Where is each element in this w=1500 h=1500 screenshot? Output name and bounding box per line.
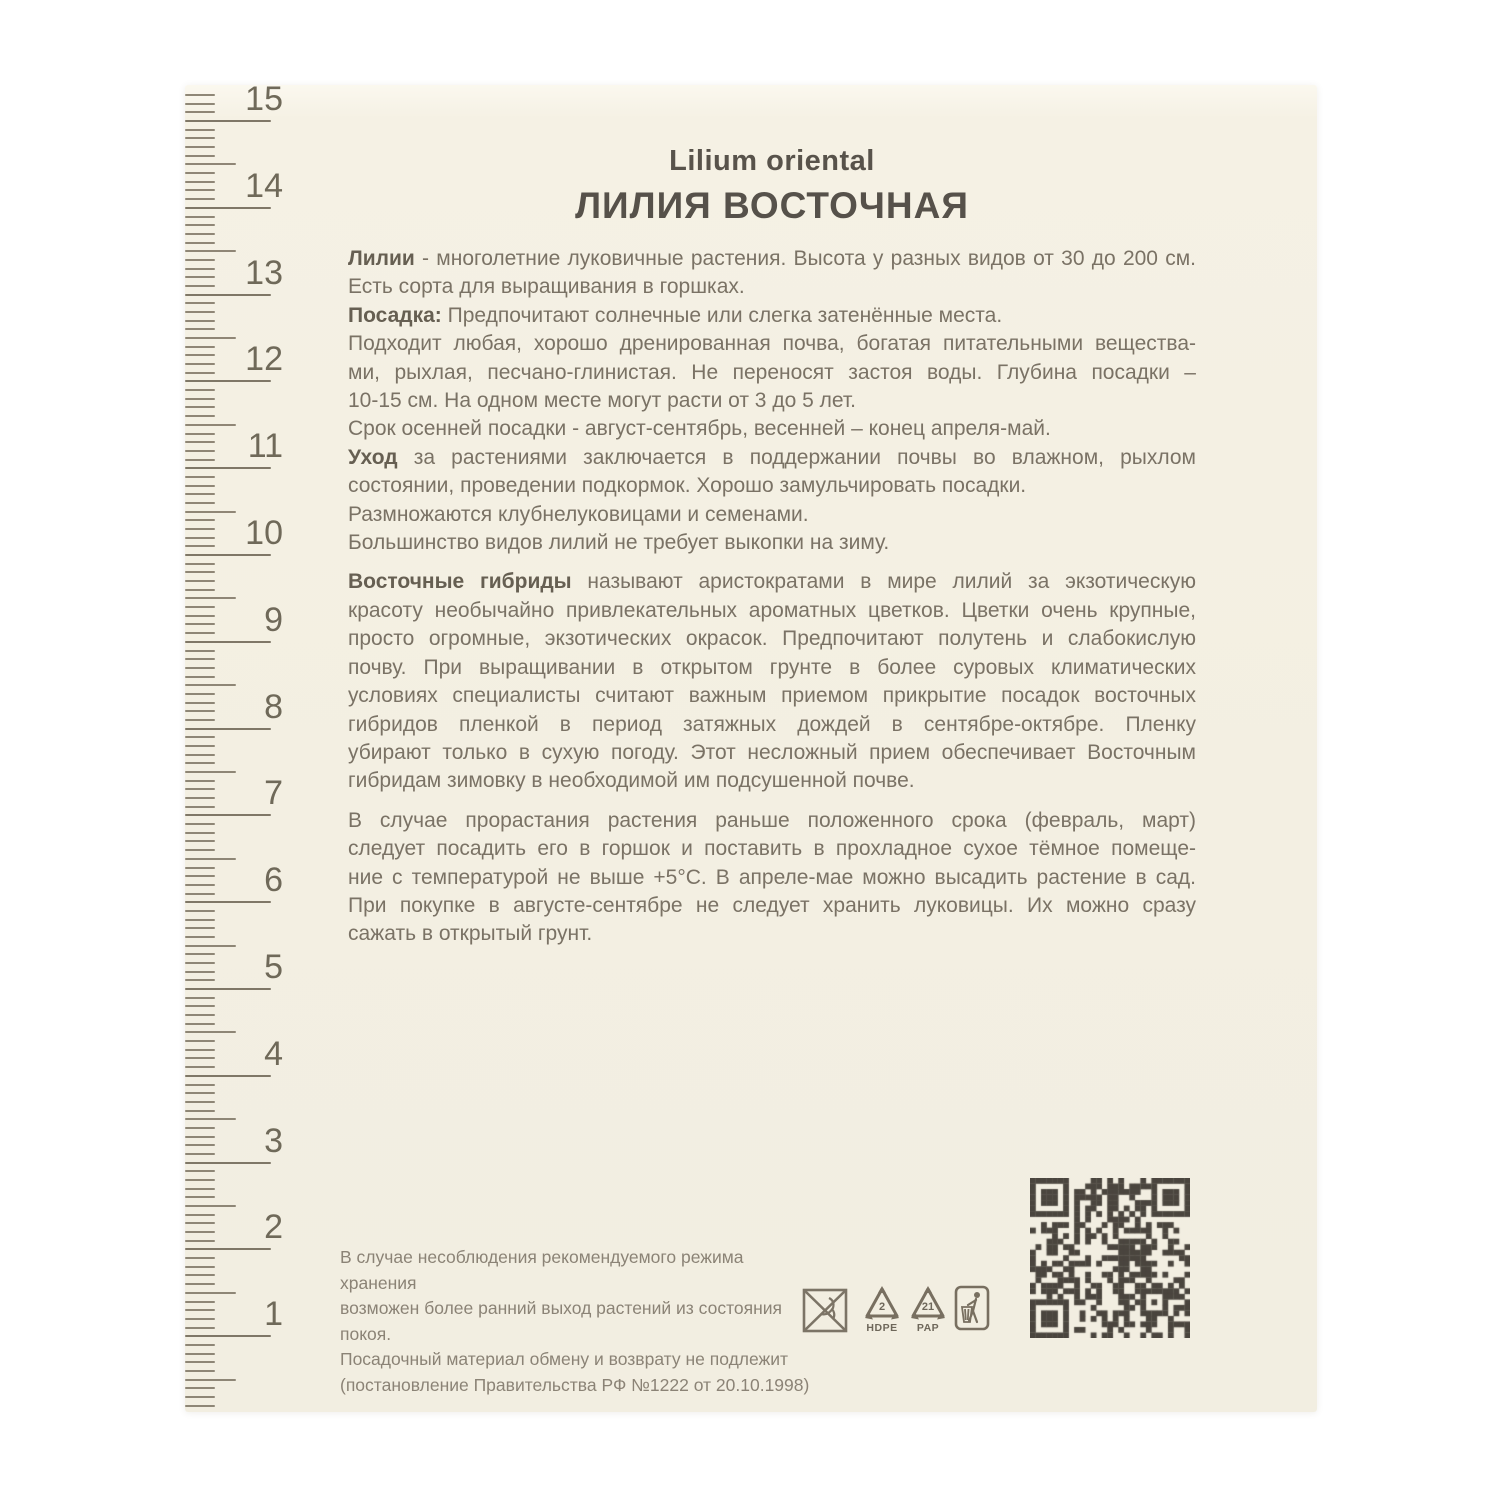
text-line (348, 273, 1196, 301)
text: гибридам зимовку в необходимой им подсушенной почве. (348, 769, 915, 793)
ruler-tick (185, 1335, 271, 1337)
ruler-tick (185, 554, 271, 556)
text-line (348, 444, 1196, 472)
text: Подходит любая, хорошо дренированная почва, богатая питательными вещества- (348, 332, 1196, 356)
ruler-tick (185, 893, 215, 895)
latin-title: Lilium oriental (669, 145, 875, 177)
ruler-tick (185, 380, 271, 382)
fine-print-line: (постановление Правительства РФ №1222 от 20.10.1998) (340, 1374, 810, 1395)
ruler-tick (185, 111, 215, 113)
paragraph (348, 568, 1196, 795)
ruler-tick (185, 363, 215, 365)
ruler-tick (185, 424, 236, 426)
ruler-number: 12 (245, 340, 283, 379)
ruler-tick (185, 1057, 215, 1059)
ruler-number: 10 (245, 514, 283, 552)
ruler-tick (185, 1353, 215, 1355)
text-line (348, 245, 1196, 273)
body-text (348, 245, 1196, 949)
ruler-number: 9 (264, 600, 283, 639)
ruler-tick (185, 181, 215, 183)
text-line (348, 682, 1196, 710)
text-line (348, 711, 1196, 739)
ruler-tick (185, 1344, 215, 1346)
ruler-tick (185, 1214, 215, 1216)
ruler-tick (185, 875, 215, 877)
text: состоянии, проведении подкормок. Хорошо замульчировать посадки. (348, 474, 1027, 498)
ruler-tick (185, 997, 215, 999)
ruler-tick (185, 1361, 215, 1363)
ruler-tick (185, 719, 215, 721)
text: Большинство видов лилий не требует выкопки на зиму. (348, 531, 890, 555)
text: В случае прорастания растения раньше положенного срока (февраль, март) (348, 808, 1196, 832)
ruler-tick (185, 832, 215, 834)
text: сажать в открытый грунт. (348, 922, 593, 946)
ruler-tick (185, 519, 215, 521)
tidy-man-icon (954, 1285, 990, 1331)
ruler-number: 2 (264, 1208, 283, 1247)
ruler-tick (185, 736, 215, 738)
ruler-tick (185, 294, 271, 296)
ruler-tick (185, 580, 215, 582)
ruler-tick (185, 120, 271, 122)
ruler-tick (185, 589, 215, 591)
text: гибридов пленкой в период затяжных дождей в сентябре-октябре. Пленку (348, 712, 1196, 736)
ruler-tick (185, 1327, 215, 1329)
ruler-tick (185, 1153, 215, 1155)
ruler-tick (185, 328, 215, 330)
ruler-tick (185, 615, 215, 617)
ruler-tick (185, 406, 215, 408)
text: Предпочитают солнечные или слегка затенённые места. (441, 303, 1003, 327)
text-line (348, 920, 1196, 948)
ruler-tick (185, 198, 215, 200)
ruler-tick (185, 823, 215, 825)
ruler-tick (185, 268, 215, 270)
text-line (348, 387, 1196, 415)
ruler-tick (185, 1014, 215, 1016)
ruler-tick (185, 216, 215, 218)
ruler-tick (185, 936, 215, 938)
ruler-number: 14 (245, 166, 283, 205)
ruler-tick (185, 545, 215, 547)
ruler-tick (185, 189, 215, 191)
text-line (348, 359, 1196, 387)
ruler-tick (185, 441, 215, 443)
ruler-tick (185, 858, 236, 860)
ruler-tick (185, 502, 215, 504)
ruler-tick (185, 346, 215, 348)
text-line (348, 654, 1196, 682)
text: убирают только в сухую погоду. Этот несложный прием обеспечивает Восточным (348, 740, 1196, 764)
text-line (348, 739, 1196, 767)
ruler-tick (185, 163, 236, 165)
ruler-tick (185, 389, 215, 391)
ruler-tick (185, 1188, 215, 1190)
ruler-tick (185, 129, 215, 131)
ruler-tick (185, 919, 215, 921)
label-sheet (185, 80, 1317, 1412)
ruler-number: 6 (264, 861, 283, 900)
ruler-tick (185, 94, 215, 96)
text: условиях специалисты считают важным приемом прикрытие посадок восточных (348, 684, 1196, 708)
ruler-tick (185, 667, 215, 669)
ruler-tick (185, 867, 215, 869)
bold-text: Восточные гибриды (348, 570, 572, 594)
ruler-number: 8 (264, 687, 283, 726)
ruler-tick (185, 988, 271, 990)
ruler-tick (185, 754, 215, 756)
ruler-tick (185, 702, 215, 704)
ruler-tick (185, 1274, 215, 1276)
ruler-tick (185, 285, 215, 287)
ruler-tick (185, 1066, 215, 1068)
ruler-tick (185, 571, 215, 573)
ruler-tick (185, 684, 236, 686)
ruler-tick (185, 780, 215, 782)
ruler-tick (185, 433, 215, 435)
ruler-tick (185, 849, 215, 851)
text: - многолетние луковичные растения. Высота у разных видов от 30 до 200 см. (414, 247, 1196, 270)
ruler-tick (185, 302, 215, 304)
bold-text: Посадка: (348, 303, 442, 327)
recycle-hdpe-icon (864, 1285, 900, 1334)
ruler-tick (185, 676, 215, 678)
ruler-tick (185, 884, 215, 886)
ruler-tick (185, 1162, 271, 1164)
ruler-tick (185, 745, 215, 747)
ruler-tick (185, 1136, 215, 1138)
ruler-tick (185, 146, 215, 148)
ruler-tick (185, 1370, 215, 1372)
ruler-tick (185, 1101, 215, 1103)
ruler-tick (185, 797, 215, 799)
text: просто огромные, экзотических окрасок. Предпочитают полутень и слабокислую (348, 627, 1196, 651)
fine-print-line: возможен более ранний выход растений из состояния покоя. (340, 1298, 783, 1344)
ruler-tick (185, 493, 215, 495)
qr-code (1030, 1178, 1190, 1338)
ruler-tick (185, 1231, 215, 1233)
ruler-tick (185, 137, 215, 139)
ruler-tick (185, 528, 215, 530)
text: ми, рыхлая, песчано-глинистая. Не переносят застоя воды. Глубина посадки – (348, 360, 1196, 384)
ruler-tick (185, 563, 215, 565)
fine-print-line: В случае несоблюдения рекомендуемого режима хранения (340, 1247, 744, 1293)
ruler-tick (185, 1222, 215, 1224)
ruler-tick (185, 597, 236, 599)
text-line (348, 568, 1196, 596)
ruler-tick (185, 415, 215, 417)
text: ние с температурой не выше +5°С. В апреле-мае можно высадить растение в сад. (348, 865, 1196, 889)
ruler-tick (185, 1005, 215, 1007)
text-line (348, 864, 1196, 892)
ruler-tick (185, 1248, 271, 1250)
ruler-number: 11 (247, 427, 283, 466)
ruler-tick (185, 276, 215, 278)
text: При покупке в августе-сентябре не следует хранить луковицы. Их можно сразу (348, 893, 1196, 917)
text-line (348, 835, 1196, 863)
fine-print (340, 1245, 810, 1398)
ruler-tick (185, 459, 215, 461)
text-line (348, 597, 1196, 625)
ruler-tick (185, 1170, 215, 1172)
text-line (348, 767, 1196, 795)
ruler-tick (185, 641, 271, 643)
ruler-tick (185, 650, 215, 652)
ruler-tick (185, 971, 215, 973)
ruler-tick (185, 814, 271, 816)
ruler-tick (185, 207, 271, 209)
ruler-tick (185, 1196, 215, 1198)
ruler-tick (185, 1309, 215, 1311)
ruler-tick (185, 1292, 236, 1294)
text-line (348, 330, 1196, 358)
ruler-tick (185, 1283, 215, 1285)
ruler-tick (185, 537, 215, 539)
ruler-tick (185, 962, 215, 964)
ruler-tick (185, 979, 215, 981)
ruler-tick (185, 476, 215, 478)
ruler-tick (185, 710, 215, 712)
ruler-tick (185, 1379, 236, 1381)
ruler-tick (185, 511, 236, 513)
recycle-hdpe-code: 2 (878, 1301, 886, 1313)
paragraph (348, 245, 1196, 557)
ruler-tick (185, 1049, 215, 1051)
ruler-tick (185, 1084, 215, 1086)
text-line (348, 807, 1196, 835)
bold-text: Лилии (348, 247, 415, 270)
ruler-tick (185, 233, 215, 235)
ruler-tick (185, 320, 215, 322)
ruler-tick (185, 1031, 236, 1033)
ruler-tick (185, 311, 215, 313)
ruler-tick (185, 1396, 215, 1398)
ruler-tick (185, 242, 215, 244)
ruler-tick (185, 623, 215, 625)
ruler-tick (185, 398, 215, 400)
ruler-number: 5 (264, 948, 283, 986)
ruler-tick (185, 1040, 215, 1042)
ruler-number: 7 (264, 774, 283, 813)
ruler-tick (185, 788, 215, 790)
ruler-tick (185, 658, 215, 660)
ruler-tick (185, 901, 271, 903)
bold-text: Уход (348, 445, 398, 469)
ruler-tick (185, 910, 215, 912)
ruler-tick (185, 1075, 271, 1077)
ruler-tick (185, 953, 215, 955)
text-line (348, 529, 1196, 557)
text: называют аристократами в мире лилий за экзотическую (571, 570, 1196, 594)
text-line (348, 302, 1196, 330)
paragraph (348, 807, 1196, 949)
text: Срок осенней посадки - август-сентябрь, весенней – конец апреля-май. (348, 417, 1051, 441)
ruler-tick (185, 224, 215, 226)
text: Размножаются клубнелуковицами и семенами. (348, 502, 809, 526)
ruler-tick (185, 606, 215, 608)
ruler-tick (185, 467, 271, 469)
ruler-tick (185, 693, 215, 695)
page-title: ЛИЛИЯ ВОСТОЧНАЯ (575, 185, 969, 226)
ruler-tick (185, 1092, 215, 1094)
text-line (348, 415, 1196, 443)
ruler-tick (185, 927, 215, 929)
ruler-number: 3 (264, 1121, 283, 1160)
ruler-tick (185, 1127, 215, 1129)
ruler-tick (185, 1118, 236, 1120)
text: 10-15 см. На одном месте могут расти от 3 до 5 лет. (348, 389, 856, 413)
ruler-tick (185, 762, 215, 764)
ruler-tick (185, 1387, 215, 1389)
ruler-number: 13 (245, 253, 283, 292)
recycle-pap-icon (910, 1285, 946, 1334)
ruler-tick (185, 1257, 215, 1259)
ruler-tick (185, 632, 215, 634)
ruler-tick (185, 771, 236, 773)
ruler-tick (185, 354, 215, 356)
ruler-tick (185, 250, 236, 252)
ruler-tick (185, 155, 215, 157)
ruler-tick (185, 1405, 215, 1407)
ruler-tick (185, 1266, 215, 1268)
ruler-tick (185, 806, 215, 808)
text: Есть сорта для выращивания в горшках. (348, 275, 745, 299)
text-line (348, 472, 1196, 500)
ruler-tick (185, 1144, 215, 1146)
do-not-use-crossed-icon (801, 1285, 849, 1335)
ruler-tick (185, 337, 236, 339)
ruler-tick (185, 372, 215, 374)
ruler-tick (185, 450, 215, 452)
ruler-tick (185, 945, 236, 947)
ruler-tick (185, 1110, 215, 1112)
ruler-number: 4 (264, 1034, 283, 1073)
text: за растениями заключается в поддержании почвы во влажном, рыхлом (397, 445, 1196, 469)
ruler-tick (185, 1179, 215, 1181)
recycle-hdpe-label: HDPE (866, 1322, 898, 1334)
ruler-tick (185, 103, 215, 105)
recycle-pap-label: PAP (916, 1322, 940, 1334)
ruler-number: 15 (245, 80, 283, 118)
recycle-pap-code: 21 (921, 1301, 935, 1313)
text: почву. При выращивании в открытом грунте в более суровых климатических (348, 655, 1196, 679)
text: красоту необычайно привлекательных ароматных цветков. Цветки очень крупные, (348, 598, 1196, 622)
ruler-tick (185, 485, 215, 487)
text-line (348, 892, 1196, 920)
text-line (348, 625, 1196, 653)
ruler-tick (185, 172, 215, 174)
text: следует посадить его в горшок и поставить в прохладное сухое тёмное помеще- (348, 837, 1196, 861)
ruler-tick (185, 1240, 215, 1242)
ruler-tick (185, 1205, 236, 1207)
ruler-tick (185, 1318, 215, 1320)
ruler-number: 1 (264, 1295, 283, 1334)
text-column (348, 145, 1196, 949)
ruler-tick (185, 1023, 215, 1025)
ruler-tick (185, 259, 215, 261)
ruler-tick (185, 840, 215, 842)
text-line (348, 501, 1196, 529)
ruler-tick (185, 1301, 215, 1303)
fine-print-line: Посадочный материал обмену и возврату не подлежит (340, 1349, 789, 1369)
ruler-tick (185, 728, 271, 730)
